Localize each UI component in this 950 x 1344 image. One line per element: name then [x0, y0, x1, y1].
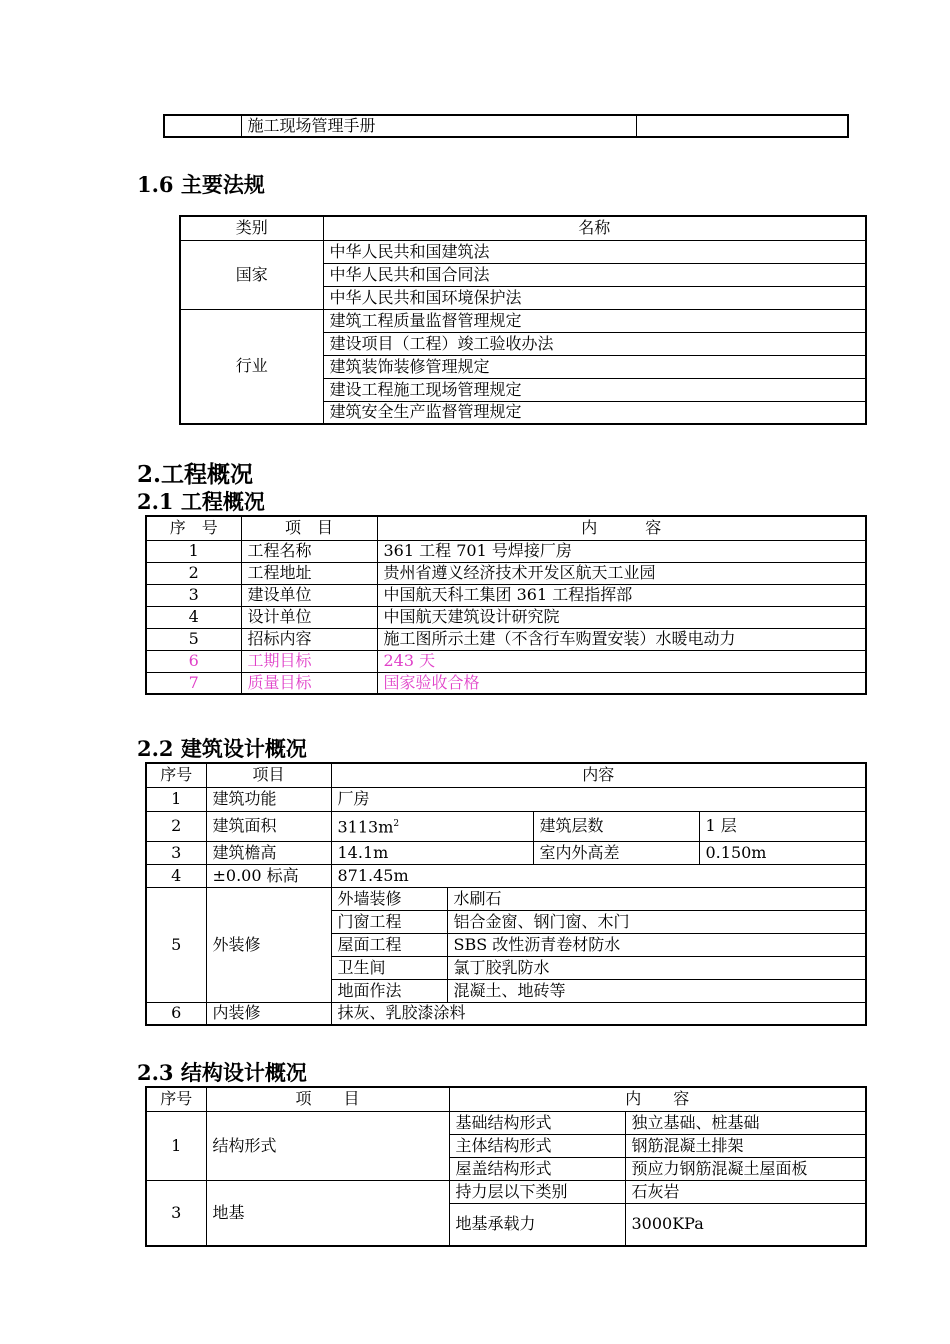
reg-item: 建筑安全生产监督管理规定 — [323, 401, 866, 424]
struct-sub-item: 持力层以下类别 — [449, 1180, 625, 1203]
arch-sub-content: 1 层 — [699, 811, 866, 841]
regulations-table — [179, 215, 867, 425]
section-2-3-title: 2.3 结构设计概况 — [137, 1060, 307, 1085]
reg-item: 建筑装饰装修管理规定 — [323, 355, 866, 378]
arch-item: 建筑檐高 — [206, 841, 331, 864]
ov-no: 3 — [146, 584, 241, 606]
ov-item: 工程名称 — [241, 540, 377, 562]
top-table — [163, 114, 849, 138]
table-row — [146, 606, 866, 628]
reg-item: 建设工程施工现场管理规定 — [323, 378, 866, 401]
reg-item: 建设项目（工程）竣工验收办法 — [323, 332, 866, 355]
top-cell-3 — [636, 115, 848, 137]
arch-head-no: 序号 — [146, 763, 206, 787]
ov-head-item: 项 目 — [241, 516, 377, 540]
table-row — [146, 787, 866, 811]
arch-sub-item: 室内外高差 — [533, 841, 699, 864]
arch-item: 建筑功能 — [206, 787, 331, 811]
section-2-2-title: 2.2 建筑设计概况 — [137, 736, 307, 761]
table-row — [146, 672, 866, 694]
project-overview-table — [145, 515, 867, 695]
arch-sub-content: 混凝土、地砖等 — [447, 979, 866, 1002]
structure-table — [145, 1086, 867, 1247]
arch-item: 建筑面积 — [206, 811, 331, 841]
struct-head-content: 内 容 — [449, 1087, 866, 1111]
struct-sub-item: 主体结构形式 — [449, 1134, 625, 1157]
struct-sub-content: 石灰岩 — [625, 1180, 866, 1203]
section-2-title: 2.工程概况 — [137, 461, 254, 488]
ov-no: 2 — [146, 562, 241, 584]
table-row — [146, 841, 866, 864]
arch-sub-content: SBS 改性沥青卷材防水 — [447, 933, 866, 956]
ov-no: 4 — [146, 606, 241, 628]
arch-sub-content: 氯丁胶乳防水 — [447, 956, 866, 979]
table-row — [146, 650, 866, 672]
arch-item: ±0.00 标高 — [206, 864, 331, 887]
arch-head-item: 项目 — [206, 763, 331, 787]
arch-sub-content: 铝合金窗、钢门窗、木门 — [447, 910, 866, 933]
table-row — [146, 562, 866, 584]
struct-head-no: 序号 — [146, 1087, 206, 1111]
ov-item: 招标内容 — [241, 628, 377, 650]
table-row — [146, 1002, 866, 1025]
struct-item: 结构形式 — [206, 1111, 449, 1180]
top-cell-2: 施工现场管理手册 — [241, 115, 636, 137]
ov-content: 施工图所示土建（不含行车购置安装）水暖电动力 — [377, 628, 866, 650]
arch-sub-item: 地面作法 — [331, 979, 447, 1002]
arch-sub-item: 屋面工程 — [331, 933, 447, 956]
ov-content: 贵州省遵义经济技术开发区航天工业园 — [377, 562, 866, 584]
arch-no: 4 — [146, 864, 206, 887]
struct-sub-content: 钢筋混凝土排架 — [625, 1134, 866, 1157]
table-row — [146, 584, 866, 606]
struct-sub-item: 屋盖结构形式 — [449, 1157, 625, 1180]
ov-head-content: 内 容 — [377, 516, 866, 540]
ov-item: 工期目标 — [241, 650, 377, 672]
struct-no: 1 — [146, 1111, 206, 1180]
table-row — [146, 811, 866, 841]
reg-item: 中华人民共和国环境保护法 — [323, 286, 866, 309]
ov-no: 5 — [146, 628, 241, 650]
table-row — [146, 864, 866, 887]
ov-no: 7 — [146, 672, 241, 694]
struct-sub-content: 3000KPa — [625, 1203, 866, 1246]
ov-item: 质量目标 — [241, 672, 377, 694]
reg-category: 行业 — [180, 309, 323, 424]
ov-no: 1 — [146, 540, 241, 562]
reg-category: 国家 — [180, 240, 323, 309]
reg-item: 中华人民共和国建筑法 — [323, 240, 866, 263]
arch-sub-item: 门窗工程 — [331, 910, 447, 933]
arch-content — [331, 811, 533, 841]
arch-content: 抹灰、乳胶漆涂料 — [331, 1002, 866, 1025]
area-unit-exponent: 2 — [393, 819, 400, 830]
ov-content: 中国航天科工集团 361 工程指挥部 — [377, 584, 866, 606]
struct-sub-item: 地基承载力 — [449, 1203, 625, 1246]
arch-sub-item: 卫生间 — [331, 956, 447, 979]
arch-item: 内装修 — [206, 1002, 331, 1025]
top-cell-1 — [164, 115, 241, 137]
arch-no: 1 — [146, 787, 206, 811]
arch-sub-item: 建筑层数 — [533, 811, 699, 841]
table-row — [146, 887, 866, 910]
arch-content: 14.1m — [331, 841, 533, 864]
table-row — [146, 1180, 866, 1203]
arch-no: 3 — [146, 841, 206, 864]
ov-content: 中国航天建筑设计研究院 — [377, 606, 866, 628]
arch-sub-content: 水刷石 — [447, 887, 866, 910]
area-value: 3113m — [337, 817, 394, 837]
reg-item: 建筑工程质量监督管理规定 — [323, 309, 866, 332]
arch-no: 2 — [146, 811, 206, 841]
section-1-6-title: 1.6 主要法规 — [137, 172, 265, 197]
struct-sub-content: 独立基础、桩基础 — [625, 1111, 866, 1134]
table-row — [146, 1111, 866, 1134]
struct-head-item: 项 目 — [206, 1087, 449, 1111]
struct-sub-content: 预应力钢筋混凝土屋面板 — [625, 1157, 866, 1180]
arch-content: 厂房 — [331, 787, 866, 811]
ov-content: 361 工程 701 号焊接厂房 — [377, 540, 866, 562]
arch-content: 871.45m — [331, 864, 866, 887]
ov-head-no: 序 号 — [146, 516, 241, 540]
arch-no: 6 — [146, 1002, 206, 1025]
reg-item: 中华人民共和国合同法 — [323, 263, 866, 286]
arch-item: 外装修 — [206, 887, 331, 1002]
section-2-1-title: 2.1 工程概况 — [137, 489, 265, 514]
table-row — [146, 628, 866, 650]
ov-item: 工程地址 — [241, 562, 377, 584]
ov-no: 6 — [146, 650, 241, 672]
ov-content: 国家验收合格 — [377, 672, 866, 694]
ov-content: 243 天 — [377, 650, 866, 672]
arch-head-content: 内容 — [331, 763, 866, 787]
arch-sub-item: 外墙装修 — [331, 887, 447, 910]
table-row — [146, 540, 866, 562]
reg-head-category: 类别 — [180, 216, 323, 240]
struct-sub-item: 基础结构形式 — [449, 1111, 625, 1134]
struct-item: 地基 — [206, 1180, 449, 1246]
ov-item: 建设单位 — [241, 584, 377, 606]
arch-sub-content: 0.150m — [699, 841, 866, 864]
architecture-table — [145, 762, 867, 1026]
reg-head-name: 名称 — [323, 216, 866, 240]
struct-no: 3 — [146, 1180, 206, 1246]
arch-no: 5 — [146, 887, 206, 1002]
ov-item: 设计单位 — [241, 606, 377, 628]
